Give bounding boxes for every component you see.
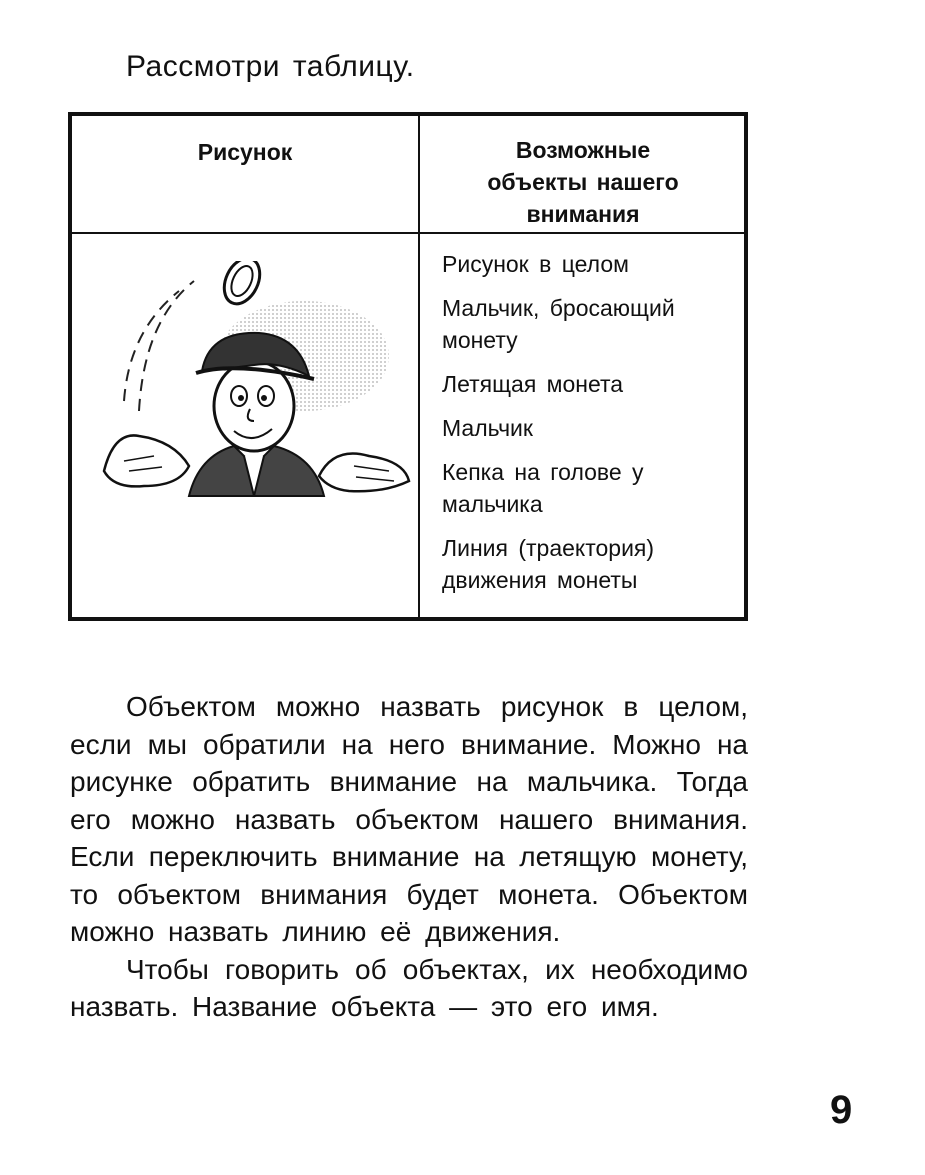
coin-trajectory-line: [124, 281, 194, 411]
page-number: 9: [830, 1088, 853, 1132]
table-header-objects: Возможные объекты нашего внимания: [487, 137, 679, 227]
boy-tossing-coin-illustration: [84, 261, 414, 501]
intro-text: Рассмотри таблицу.: [126, 50, 415, 83]
flying-coin: [217, 261, 266, 310]
list-item: Рисунок в целом: [442, 251, 629, 277]
paragraph: Чтобы говорить об объектах, их необходимо назвать. Название объекта — это его имя.: [70, 953, 748, 1022]
list-item: Кепка на голове у мальчика: [442, 459, 644, 517]
list-item: Летящая монета: [442, 371, 624, 397]
body-text: [70, 688, 748, 1026]
objects-list: [442, 248, 742, 608]
paragraph: Объектом можно назвать рисунок в целом, если мы обратили на него внимание. Можно на рисунке обратить внимание на мальчика. Тогда его можно назвать объектом нашего внимания. Если переключить внимание на летящую монету, то объектом внимания будет монета. Объектом можно назвать линию её движения.: [70, 691, 748, 947]
table-header-divider: [72, 232, 744, 234]
list-item: Мальчик: [442, 415, 533, 441]
table-header-picture: Рисунок: [197, 139, 293, 165]
list-item: Мальчик, бросающий монету: [442, 295, 675, 353]
list-item: Линия (траектория) движения монеты: [442, 535, 655, 593]
objects-table: [68, 112, 748, 621]
